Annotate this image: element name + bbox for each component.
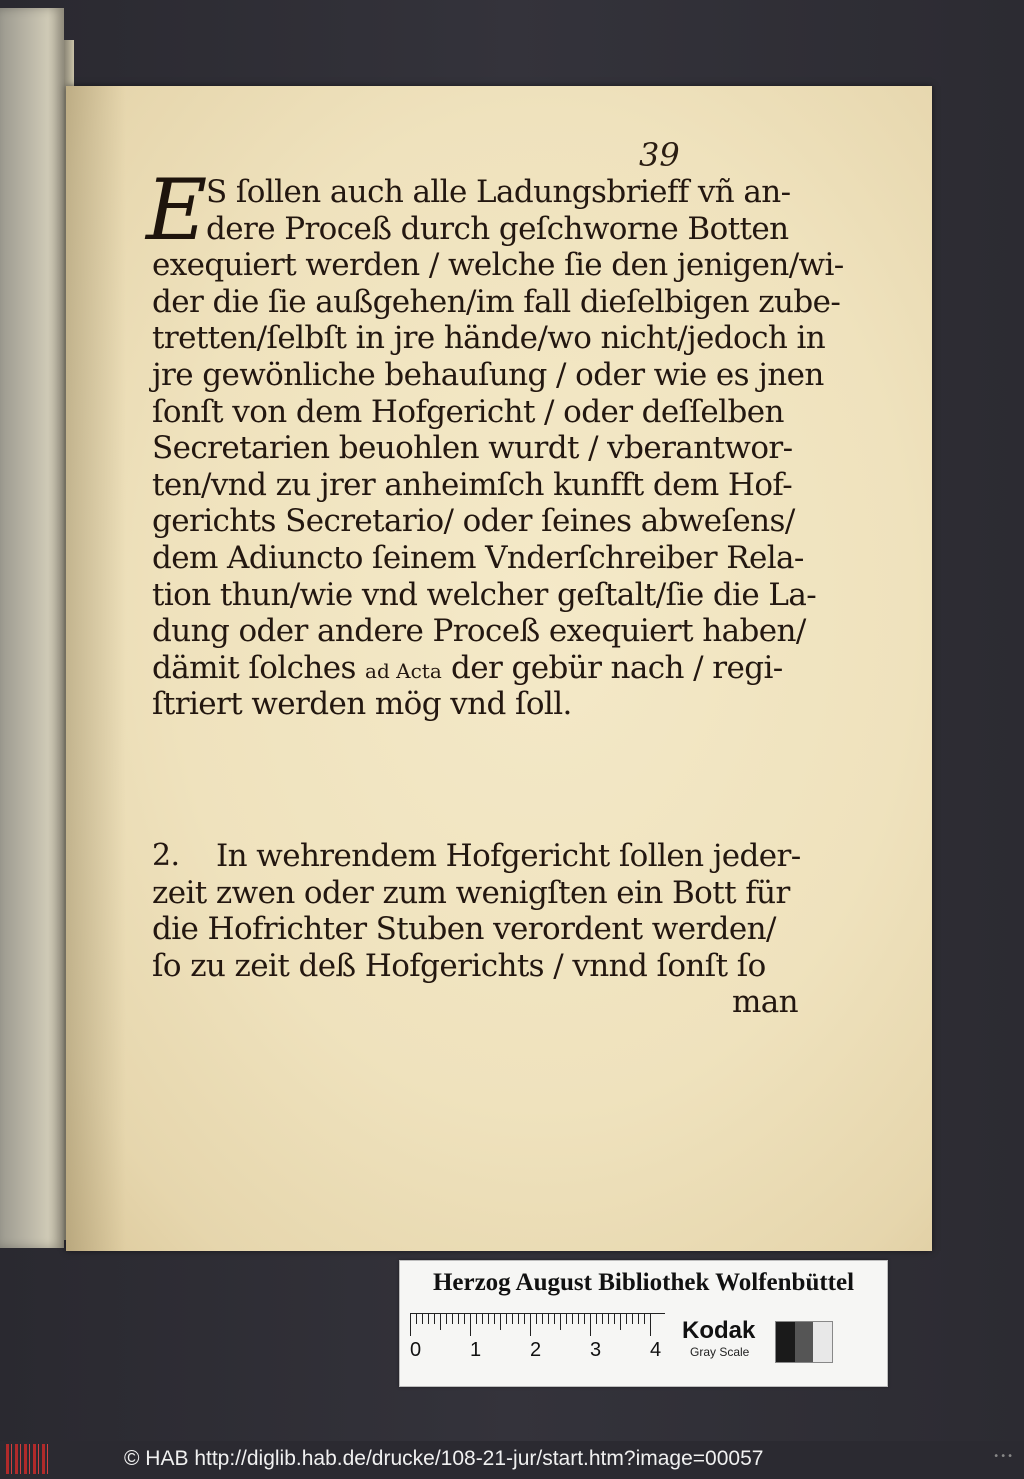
ruler-tick (440, 1314, 441, 1330)
text-line: jre gewönliche behauſung / oder wie es jnen (152, 356, 824, 393)
drop-cap: E (146, 161, 207, 259)
gutter-shadow (66, 86, 126, 1251)
ruler-tick (542, 1314, 543, 1324)
book-page (66, 86, 932, 1251)
text-line (152, 650, 812, 687)
ruler-number: 1 (470, 1339, 482, 1361)
ruler-number: 4 (650, 1339, 662, 1361)
hab-logo-icon[interactable] (6, 1444, 50, 1474)
text-fragment: der gebür nach / regi- (441, 649, 783, 686)
text-line: tion thun/wie vnd welcher geſtalt/ſie die La- (152, 576, 817, 613)
ruler-tick (572, 1314, 573, 1324)
ruler-tick (566, 1314, 567, 1324)
ruler-number: 3 (590, 1339, 602, 1361)
ruler-tick (488, 1314, 489, 1324)
library-color-card (399, 1260, 888, 1387)
ruler-tick (512, 1314, 513, 1324)
ruler-tick (458, 1314, 459, 1324)
ruler-tick (614, 1314, 615, 1324)
section-number: 2. (152, 838, 180, 873)
ruler-tick (620, 1314, 621, 1330)
facing-page-edge (0, 8, 64, 1248)
text-line: der die ſie außgehen/im fall dieſelbigen zube- (152, 283, 841, 320)
paragraph-1 (146, 161, 844, 723)
text-line: In wehrendem Hofgericht ſollen jeder- (216, 838, 801, 874)
text-fragment: dämit ſolches (152, 649, 366, 686)
ruler-tick (638, 1314, 639, 1324)
text-line: gerichts Secretario/ oder ſeines abweſens/ (152, 503, 795, 540)
ruler-tick (476, 1314, 477, 1324)
text-line: tretten/ſelbſt in jre hände/wo nicht/jedoch in (152, 320, 826, 357)
text-line: S ſollen auch alle Ladungsbrieff vñ an- (206, 174, 791, 210)
ruler-tick (632, 1314, 633, 1324)
text-line: die Hofrichter Stuben verordent werden/ (152, 911, 776, 948)
text-line: dere Proceß durch geſchworne Botten (206, 210, 789, 247)
ruler-tick (494, 1314, 495, 1324)
footer-credit-link[interactable]: © HAB http://diglib.hab.de/drucke/108-21-jur/start.htm?image=00057 (124, 1447, 764, 1470)
text-line: exequiert werden / welche ſie den jenigen/wi- (152, 247, 844, 284)
ruler-tick (464, 1314, 465, 1324)
ruler-tick (644, 1314, 645, 1324)
ruler-tick (602, 1314, 603, 1324)
catchword: man (731, 984, 798, 1021)
ruler-tick (446, 1314, 447, 1324)
ruler-tick (434, 1314, 435, 1324)
ruler-tick (500, 1314, 501, 1330)
footer-bar (0, 1441, 1024, 1479)
ruler-tick (506, 1314, 507, 1324)
ruler-tick (452, 1314, 453, 1324)
swatch-dark (776, 1322, 795, 1362)
gray-swatches (775, 1321, 833, 1363)
text-line: Secretarien beuohlen wurdt / vberantwor- (152, 430, 793, 467)
text-line: ſonſt von dem Hofgericht / oder deſſelben (152, 393, 784, 430)
ruler-tick (470, 1314, 471, 1336)
ruler-tick (482, 1314, 483, 1324)
text-line: dung oder andere Proceß exequiert haben/ (152, 613, 806, 650)
ruler-tick (416, 1314, 417, 1324)
text-line: ſo zu zeit deß Hofgerichts / vnnd ſonſt ſo (152, 947, 766, 984)
ruler-tick (536, 1314, 537, 1324)
swatch-light (813, 1322, 832, 1362)
ruler-tick (524, 1314, 525, 1324)
ruler-tick (548, 1314, 549, 1324)
text-line: dem Adiuncto ſeinem Vnderſchreiber Rela- (152, 539, 804, 576)
ruler-tick (650, 1314, 651, 1336)
ruler-tick (560, 1314, 561, 1330)
page-number: 39 (639, 136, 680, 174)
ruler-tick (428, 1314, 429, 1324)
ruler-tick (554, 1314, 555, 1324)
text-line: zeit zwen oder zum wenigſten ein Bott für (152, 874, 790, 911)
gray-scale-label: Gray Scale (690, 1345, 750, 1359)
ruler-tick (584, 1314, 585, 1324)
swatch-mid (795, 1322, 814, 1362)
ruler-tick (530, 1314, 531, 1336)
ruler-tick (410, 1314, 411, 1336)
ruler-tick (608, 1314, 609, 1324)
paragraph-2 (152, 838, 812, 1021)
library-name: Herzog August Bibliothek Wolfenbüttel (432, 1269, 855, 1296)
ruler-tick (626, 1314, 627, 1324)
more-options-icon[interactable]: ••• (993, 1451, 1014, 1462)
ruler-number: 2 (530, 1339, 542, 1361)
ruler-tick (596, 1314, 597, 1324)
ruler-number: 0 (410, 1339, 422, 1361)
text-line: ten/vnd zu jrer anheimſch kunfft dem Hof- (152, 466, 793, 503)
kodak-logo: Kodak (682, 1317, 756, 1344)
ruler-tick (578, 1314, 579, 1324)
ruler-tick (590, 1314, 591, 1336)
ruler-tick (518, 1314, 519, 1324)
text-line: ſtriert werden mög vnd ſoll. (152, 686, 572, 723)
latin-term: ad Acta (365, 658, 442, 683)
ruler-tick (422, 1314, 423, 1324)
